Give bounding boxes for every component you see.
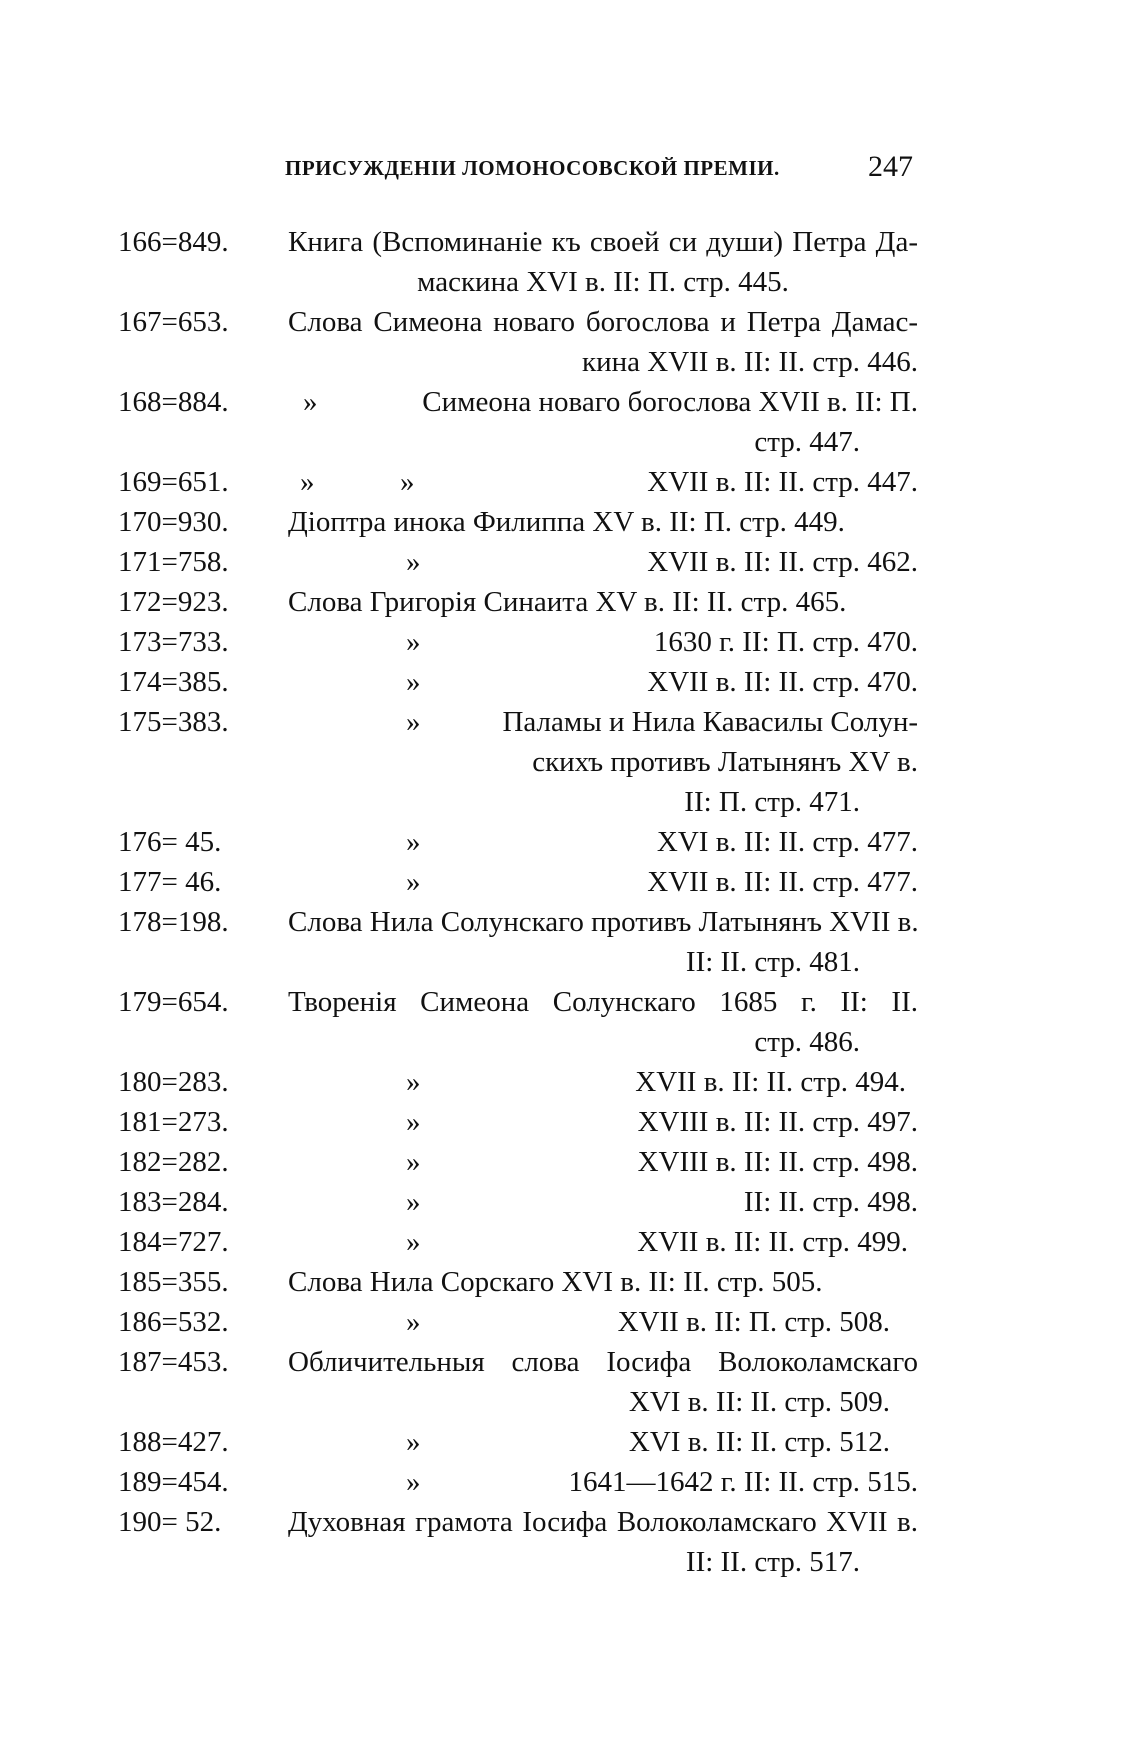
entry-text: II: II. стр. 517. <box>685 1546 860 1578</box>
entry-number: 172=923. <box>118 586 229 618</box>
entry-text: XVII в. II: II. стр. 499. <box>637 1226 908 1258</box>
entry-continuation <box>118 742 918 782</box>
entry-number: 173=733. <box>118 626 229 658</box>
header-title: ПРИСУЖДЕНІИ ЛОМОНОСОВСКОЙ ПРЕМІИ. <box>285 156 780 180</box>
entry-number: 169=651. <box>118 466 229 498</box>
entry-number: 184=727. <box>118 1226 229 1258</box>
entry-number: 187=453. <box>118 1346 229 1378</box>
entry-continuation <box>118 942 918 982</box>
list-item <box>118 862 918 902</box>
list-item <box>118 1462 918 1502</box>
entry-text: стр. 447. <box>754 426 860 458</box>
entry-text: Паламы и Нила Кавасилы Солун- <box>502 706 918 738</box>
entry-text: кина XVII в. II: II. стр. 446. <box>582 346 918 378</box>
ditto-mark: » <box>303 386 318 418</box>
entry-text: 1641—1642 г. II: II. стр. 515. <box>568 1466 918 1498</box>
list-item <box>118 382 918 422</box>
entry-text: XVI в. II: II. стр. 509. <box>628 1386 890 1418</box>
entry-number: 167=653. <box>118 306 229 338</box>
list-item <box>118 1262 918 1302</box>
list-item <box>118 1502 918 1542</box>
entry-continuation <box>118 1022 918 1062</box>
entry-text: II: II. стр. 481. <box>685 946 860 978</box>
entry-text: XVII в. II: II. стр. 447. <box>647 466 918 498</box>
entry-text: XVI в. II: II. стр. 477. <box>656 826 918 858</box>
list-item <box>118 462 918 502</box>
entry-text: стр. 486. <box>754 1026 860 1058</box>
entry-number: 182=282. <box>118 1146 229 1178</box>
entry-number: 177= 46. <box>118 866 222 898</box>
entry-text: Духовная грамота Іосифа Волоколамскаго XVII в. <box>288 1506 918 1538</box>
ditto-mark: » <box>406 666 421 698</box>
ditto-mark: » <box>406 1146 421 1178</box>
entry-text: Діоптра инока Филиппа XV в. II: П. стр. 449. <box>288 506 845 538</box>
entry-continuation <box>118 782 918 822</box>
entry-text: II: П. стр. 471. <box>684 786 860 818</box>
entry-number: 174=385. <box>118 666 229 698</box>
entry-number: 189=454. <box>118 1466 229 1498</box>
entry-number: 179=654. <box>118 986 229 1018</box>
entry-text: XVI в. II: II. стр. 512. <box>628 1426 890 1458</box>
entry-text: Слова Нила Солунскаго противъ Латынянъ XVII в. <box>288 906 919 938</box>
entry-number: 168=884. <box>118 386 229 418</box>
entry-number: 185=355. <box>118 1266 229 1298</box>
entry-text: Творенія Симеона Солунскаго 1685 г. II: II. <box>288 986 918 1018</box>
entry-text: Слова Нила Сорскаго XVI в. II: II. стр. 505. <box>288 1266 823 1298</box>
entry-number: 190= 52. <box>118 1506 222 1538</box>
entry-number: 166=849. <box>118 226 229 258</box>
entry-number: 180=283. <box>118 1066 229 1098</box>
list-item <box>118 222 918 262</box>
entry-text: XVIII в. II: II. стр. 498. <box>637 1146 918 1178</box>
ditto-mark: » <box>406 1226 421 1258</box>
ditto-mark: » <box>300 466 315 498</box>
entry-text: XVII в. II: II. стр. 470. <box>647 666 918 698</box>
entry-text: XVII в. II: II. стр. 494. <box>635 1066 906 1098</box>
entry-continuation <box>118 422 918 462</box>
page-number: 247 <box>868 150 913 183</box>
ditto-mark: » <box>406 1186 421 1218</box>
entry-text: 1630 г. II: П. стр. 470. <box>653 626 918 658</box>
entry-text: Слова Григорія Синаита XV в. II: II. стр. 465. <box>288 586 847 618</box>
list-item <box>118 542 918 582</box>
entry-text: XVII в. II: II. стр. 462. <box>647 546 918 578</box>
list-item <box>118 1142 918 1182</box>
list-item <box>118 1102 918 1142</box>
ditto-mark: » <box>406 706 421 738</box>
entry-text: XVII в. II: II. стр. 477. <box>647 866 918 898</box>
list-item <box>118 822 918 862</box>
entry-text: XVII в. II: П. стр. 508. <box>617 1306 890 1338</box>
ditto-mark: » <box>400 466 415 498</box>
ditto-mark: » <box>406 626 421 658</box>
entry-number: 186=532. <box>118 1306 229 1338</box>
list-item <box>118 622 918 662</box>
entry-number: 176= 45. <box>118 826 222 858</box>
entry-text: Обличительныя слова Іосифа Волоколамскаго <box>288 1346 918 1378</box>
list-item <box>118 302 918 342</box>
entry-number: 175=383. <box>118 706 229 738</box>
entry-text: XVIII в. II: II. стр. 497. <box>637 1106 918 1138</box>
list-item <box>118 702 918 742</box>
entry-text: II: II. стр. 498. <box>743 1186 918 1218</box>
entry-number: 188=427. <box>118 1426 229 1458</box>
ditto-mark: » <box>406 826 421 858</box>
entry-text: скихъ противъ Латынянъ XV в. <box>532 746 918 778</box>
entry-number: 183=284. <box>118 1186 229 1218</box>
entry-continuation <box>118 1542 918 1582</box>
ditto-mark: » <box>406 1106 421 1138</box>
manuscript-list <box>118 222 918 1582</box>
entry-text: Симеона новаго богослова XVII в. II: П. <box>422 386 918 418</box>
list-item <box>118 1222 918 1262</box>
entry-continuation <box>118 262 918 302</box>
ditto-mark: » <box>406 1306 421 1338</box>
entry-text: Книга (Вспоминаніе къ своей си души) Петра Да- <box>288 226 918 258</box>
entry-number: 171=758. <box>118 546 229 578</box>
ditto-mark: » <box>406 1426 421 1458</box>
list-item <box>118 1182 918 1222</box>
list-item <box>118 582 918 622</box>
entry-number: 170=930. <box>118 506 229 538</box>
list-item <box>118 982 918 1022</box>
list-item <box>118 662 918 702</box>
list-item <box>118 902 918 942</box>
ditto-mark: » <box>406 1066 421 1098</box>
entry-text: маскина XVI в. II: П. стр. 445. <box>417 266 789 298</box>
entry-number: 181=273. <box>118 1106 229 1138</box>
entry-continuation <box>118 342 918 382</box>
list-item <box>118 1062 918 1102</box>
running-header <box>285 150 915 190</box>
ditto-mark: » <box>406 1466 421 1498</box>
ditto-mark: » <box>406 866 421 898</box>
list-item <box>118 502 918 542</box>
ditto-mark: » <box>406 546 421 578</box>
entry-number: 178=198. <box>118 906 229 938</box>
list-item <box>118 1342 918 1382</box>
list-item <box>118 1422 918 1462</box>
entry-text: Слова Симеона новаго богослова и Петра Дамас- <box>288 306 918 338</box>
list-item <box>118 1302 918 1342</box>
entry-continuation <box>118 1382 918 1422</box>
